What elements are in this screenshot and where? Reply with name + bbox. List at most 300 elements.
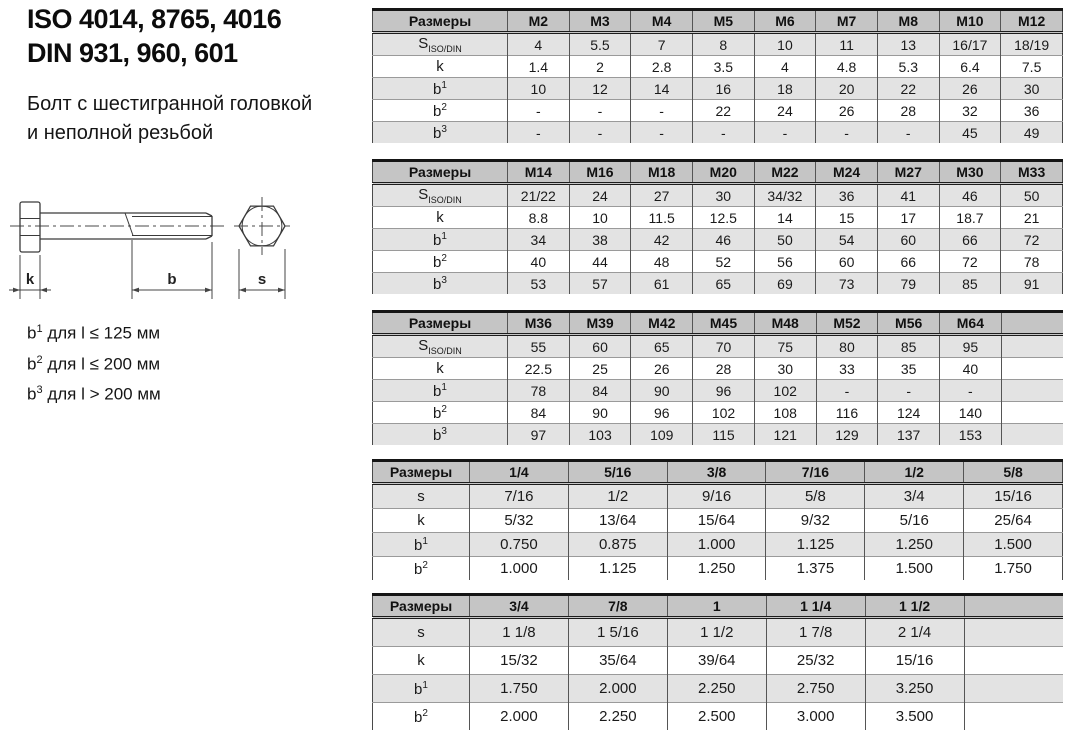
value-cell: 1.250 [865,533,964,557]
value-cell: 12 [569,78,631,100]
dimension-row [373,703,1064,730]
value-cell: 96 [631,402,693,424]
row-label-column-header: Размеры [373,10,508,33]
value-cell: 22 [692,100,754,122]
value-cell: - [631,122,693,144]
value-cell: 2.000 [470,703,569,730]
value-cell: 2.750 [766,675,865,703]
size-header-row [373,461,1063,484]
dimension-row [373,78,1063,100]
row-label: k [373,358,508,380]
value-cell: 50 [754,229,816,251]
value-cell: 55 [508,335,570,358]
value-cell: 15/16 [865,647,964,675]
value-cell: 28 [693,358,755,380]
value-cell: 137 [878,424,940,446]
size-column-header: 1 [667,595,766,618]
value-cell: 4.8 [816,56,878,78]
value-cell: 13/64 [568,509,667,533]
dimension-row [373,509,1063,533]
row-label: $b^3$ [373,122,508,144]
value-cell: 85 [878,335,940,358]
value-cell: 108 [754,402,816,424]
value-cell: 3.250 [865,675,964,703]
value-cell: 4 [754,56,816,78]
size-column-header: M7 [816,10,878,33]
value-cell: 40 [508,251,570,273]
value-cell: 22.5 [508,358,570,380]
value-cell: 16/17 [939,33,1001,56]
dimension-row [373,335,1064,358]
value-cell: 1 1/2 [667,618,766,647]
size-column-header: 1/2 [865,461,964,484]
value-cell: 4 [508,33,570,56]
value-cell: 1.500 [865,557,964,581]
size-column-header: M20 [692,161,754,184]
value-cell: - [569,122,631,144]
size-column-header: M8 [877,10,939,33]
value-cell: 35 [878,358,940,380]
size-column-header: 7/8 [568,595,667,618]
value-cell: 46 [692,229,754,251]
row-label: k [373,56,508,78]
value-cell: 24 [569,184,631,207]
din-standards-line: DIN 931, 960, 601 [27,36,281,70]
size-column-header: M64 [940,312,1002,335]
value-cell: - [569,100,631,122]
size-column-header: M24 [816,161,878,184]
value-cell: 40 [940,358,1002,380]
dimension-row [373,100,1063,122]
value-cell: 25 [569,358,631,380]
row-label: $b^3$ [373,424,508,446]
row-label: $b^1$ [373,78,508,100]
value-cell: 30 [692,184,754,207]
dimension-s-label: s [258,271,266,288]
value-cell: 2 1/4 [865,618,964,647]
row-label: s [373,484,470,509]
value-cell: 15/16 [964,484,1063,509]
value-cell: 15/32 [470,647,569,675]
value-cell: 36 [816,184,878,207]
value-cell: 36 [1001,100,1063,122]
value-cell: 3/4 [865,484,964,509]
value-cell: 39/64 [667,647,766,675]
value-cell: - [631,100,693,122]
value-cell: 1.750 [470,675,569,703]
bolt-head-front-view [234,197,290,255]
footnotes [27,316,161,408]
value-cell: 61 [631,273,693,295]
dimension-b-label: b [167,271,176,288]
value-cell: 18 [754,78,816,100]
value-cell: 2.000 [568,675,667,703]
row-label-column-header: Размеры [373,161,508,184]
value-cell: 46 [939,184,1001,207]
row-label-column-header: Размеры [373,312,508,335]
value-cell: 78 [1001,251,1063,273]
footnote-b1: $b^1$ для l ≤ 125 мм [27,316,161,347]
value-cell: 38 [569,229,631,251]
value-cell: 65 [692,273,754,295]
value-cell: 26 [631,358,693,380]
dimension-row [373,647,1064,675]
value-cell: 30 [1001,78,1063,100]
value-cell: 17 [877,207,939,229]
value-cell: - [692,122,754,144]
value-cell: 1.250 [667,557,766,581]
dimension-row [373,557,1063,581]
value-cell: 75 [754,335,816,358]
value-cell: 8.8 [508,207,570,229]
value-cell: 66 [877,251,939,273]
size-column-header: M12 [1001,10,1063,33]
value-cell: 2 [569,56,631,78]
value-cell: 124 [878,402,940,424]
value-cell: 1.000 [667,533,766,557]
dimension-row [373,424,1064,446]
size-column-header: M30 [939,161,1001,184]
value-cell: 5.3 [877,56,939,78]
value-cell: 85 [939,273,1001,295]
value-cell: 1 7/8 [766,618,865,647]
value-cell: 116 [816,402,878,424]
value-cell: 1.500 [964,533,1063,557]
value-cell: 27 [631,184,693,207]
size-column-header: 5/16 [568,461,667,484]
value-cell: 60 [816,251,878,273]
value-cell: 12.5 [692,207,754,229]
value-cell: 15/64 [667,509,766,533]
value-cell: 84 [508,402,570,424]
value-cell: 53 [508,273,570,295]
value-cell: 18.7 [939,207,1001,229]
value-cell: 28 [877,100,939,122]
table-inch-threequarters-to-oneandhalf [372,593,1063,730]
value-cell: 102 [693,402,755,424]
value-cell: 96 [693,380,755,402]
row-label: $b^1$ [373,229,508,251]
size-column-header: M56 [878,312,940,335]
value-cell: 8 [692,33,754,56]
value-cell: 1.750 [964,557,1063,581]
size-column-header: M2 [508,10,570,33]
value-cell: 129 [816,424,878,446]
size-column-header: M18 [631,161,693,184]
size-column-header: 7/16 [766,461,865,484]
value-cell: 72 [939,251,1001,273]
size-column-header: M48 [754,312,816,335]
size-column-header: 1 1/4 [766,595,865,618]
value-cell: 1.000 [470,557,569,581]
value-cell: 56 [754,251,816,273]
value-cell: 1.4 [508,56,570,78]
value-cell: - [754,122,816,144]
row-label: $b^2$ [373,251,508,273]
iso-standards-line: ISO 4014, 8765, 4016 [27,2,281,36]
dimension-row [373,402,1064,424]
value-cell: 60 [569,335,631,358]
row-label-column-header: Размеры [373,595,470,618]
value-cell: 79 [877,273,939,295]
dimension-row [373,533,1063,557]
value-cell: 21/22 [508,184,570,207]
value-cell: - [816,380,878,402]
size-column-header: M45 [693,312,755,335]
value-cell: 24 [754,100,816,122]
dimension-k [9,255,51,299]
value-cell: 102 [754,380,816,402]
value-cell: 73 [816,273,878,295]
table-metric-m2-m12 [372,8,1063,143]
value-cell: 140 [940,402,1002,424]
value-cell: 0.875 [568,533,667,557]
dimension-row [373,184,1063,207]
value-cell [964,618,1063,647]
size-column-header: M6 [754,10,816,33]
value-cell: 48 [631,251,693,273]
value-cell: 2.250 [667,675,766,703]
value-cell: 20 [816,78,878,100]
size-column-header: 5/8 [964,461,1063,484]
value-cell: 0.750 [470,533,569,557]
row-label: $b^2$ [373,557,470,581]
value-cell: 42 [631,229,693,251]
dimension-row [373,484,1063,509]
dimension-row [373,358,1064,380]
value-cell: 5/8 [766,484,865,509]
table-inch-quarter-to-fiveeighths [372,459,1063,580]
value-cell: 1.125 [766,533,865,557]
value-cell: 50 [1001,184,1063,207]
row-label-column-header: Размеры [373,461,470,484]
value-cell [1001,358,1063,380]
size-column-header: M14 [508,161,570,184]
value-cell: 6.4 [939,56,1001,78]
value-cell: 13 [877,33,939,56]
bolt-technical-drawing [6,180,336,308]
value-cell: 54 [816,229,878,251]
size-column-header [1001,312,1063,335]
size-column-header: 3/8 [667,461,766,484]
value-cell: 26 [816,100,878,122]
value-cell: 5/32 [470,509,569,533]
size-column-header [964,595,1063,618]
value-cell: 15 [816,207,878,229]
bolt-head-side-view [20,202,40,252]
value-cell [1001,402,1063,424]
value-cell: 2.8 [631,56,693,78]
value-cell [964,647,1063,675]
value-cell: 11 [816,33,878,56]
size-column-header: M27 [877,161,939,184]
value-cell: 60 [877,229,939,251]
value-cell [1001,380,1063,402]
value-cell: - [940,380,1002,402]
value-cell: 11.5 [631,207,693,229]
size-column-header: M22 [754,161,816,184]
value-cell: 18/19 [1001,33,1063,56]
value-cell: 22 [877,78,939,100]
row-label: $S_{ISO/DIN}$ [373,184,508,207]
value-cell: - [816,122,878,144]
size-column-header: M52 [816,312,878,335]
row-label: $b^1$ [373,533,470,557]
value-cell: 72 [1001,229,1063,251]
value-cell: 70 [693,335,755,358]
value-cell: - [508,122,570,144]
value-cell: 7 [631,33,693,56]
size-header-row [373,10,1063,33]
value-cell: 90 [569,402,631,424]
value-cell: 34/32 [754,184,816,207]
size-column-header: M36 [508,312,570,335]
size-column-header: M42 [631,312,693,335]
dimension-row [373,33,1063,56]
value-cell: 10 [508,78,570,100]
value-cell: 3.5 [692,56,754,78]
value-cell: 5.5 [569,33,631,56]
value-cell: 9/32 [766,509,865,533]
value-cell: 9/16 [667,484,766,509]
value-cell: 78 [508,380,570,402]
size-column-header: 1/4 [470,461,569,484]
value-cell: 3.000 [766,703,865,730]
table-metric-m14-m33 [372,159,1063,294]
value-cell: 90 [631,380,693,402]
value-cell: 7/16 [470,484,569,509]
dimension-row [373,229,1063,251]
size-column-header: M16 [569,161,631,184]
size-column-header: 1 1/2 [865,595,964,618]
row-label: s [373,618,470,647]
product-description [27,90,312,148]
value-cell: 30 [754,358,816,380]
value-cell [964,675,1063,703]
dimension-row [373,675,1064,703]
dimension-b [132,240,212,299]
row-label: $b^2$ [373,100,508,122]
row-label: k [373,647,470,675]
row-label: $b^2$ [373,703,470,730]
value-cell: 49 [1001,122,1063,144]
row-label: k [373,207,508,229]
value-cell: - [878,380,940,402]
row-label: $b^1$ [373,380,508,402]
size-column-header: M5 [692,10,754,33]
value-cell: 2.500 [667,703,766,730]
info-panel [0,0,372,720]
size-column-header: M3 [569,10,631,33]
value-cell: 10 [754,33,816,56]
dimension-row [373,56,1063,78]
value-cell: 44 [569,251,631,273]
value-cell [1001,424,1063,446]
value-cell: 66 [939,229,1001,251]
value-cell: 7.5 [1001,56,1063,78]
dimension-row [373,618,1064,647]
value-cell: 1.125 [568,557,667,581]
row-label: $S_{ISO/DIN}$ [373,33,508,56]
value-cell: 84 [569,380,631,402]
row-label: $S_{ISO/DIN}$ [373,335,508,358]
value-cell: 14 [754,207,816,229]
value-cell: 21 [1001,207,1063,229]
value-cell: 26 [939,78,1001,100]
value-cell: 109 [631,424,693,446]
dimension-k-label: k [26,271,35,288]
value-cell: 5/16 [865,509,964,533]
row-label: $b^2$ [373,402,508,424]
dimension-tables [372,0,1063,730]
value-cell: 1 1/8 [470,618,569,647]
value-cell: 25/64 [964,509,1063,533]
value-cell: 1.375 [766,557,865,581]
dimension-row [373,251,1063,273]
value-cell: 34 [508,229,570,251]
value-cell: 41 [877,184,939,207]
size-column-header: M10 [939,10,1001,33]
value-cell [1001,335,1063,358]
size-column-header: 3/4 [470,595,569,618]
value-cell [964,703,1063,730]
size-header-row [373,161,1063,184]
standards-title [27,2,281,70]
value-cell: - [508,100,570,122]
dimension-row [373,122,1063,144]
value-cell: 80 [816,335,878,358]
value-cell: 65 [631,335,693,358]
value-cell: 57 [569,273,631,295]
table-metric-m36-m64 [372,310,1063,445]
value-cell: 14 [631,78,693,100]
value-cell: 91 [1001,273,1063,295]
size-column-header: M33 [1001,161,1063,184]
value-cell: 16 [692,78,754,100]
value-cell: 95 [940,335,1002,358]
size-header-row [373,312,1064,335]
description-line-2: и неполной резьбой [27,119,312,148]
footnote-b2: $b^2$ для l ≤ 200 мм [27,347,161,378]
value-cell: 33 [816,358,878,380]
value-cell: 115 [693,424,755,446]
value-cell: 103 [569,424,631,446]
row-label: k [373,509,470,533]
value-cell: - [877,122,939,144]
dimension-row [373,207,1063,229]
value-cell: 45 [939,122,1001,144]
size-column-header: M39 [569,312,631,335]
value-cell: 153 [940,424,1002,446]
row-label: $b^1$ [373,675,470,703]
dimension-row [373,273,1063,295]
value-cell: 10 [569,207,631,229]
value-cell: 35/64 [568,647,667,675]
value-cell: 52 [692,251,754,273]
size-column-header: M4 [631,10,693,33]
description-line-1: Болт с шестигранной головкой [27,90,312,119]
value-cell: 1/2 [568,484,667,509]
footnote-b3: $b^3$ для l > 200 мм [27,377,161,408]
dimension-row [373,380,1064,402]
value-cell: 32 [939,100,1001,122]
value-cell: 1 5/16 [568,618,667,647]
dimension-s [239,249,285,299]
value-cell: 3.500 [865,703,964,730]
value-cell: 25/32 [766,647,865,675]
row-label: $b^3$ [373,273,508,295]
value-cell: 2.250 [568,703,667,730]
